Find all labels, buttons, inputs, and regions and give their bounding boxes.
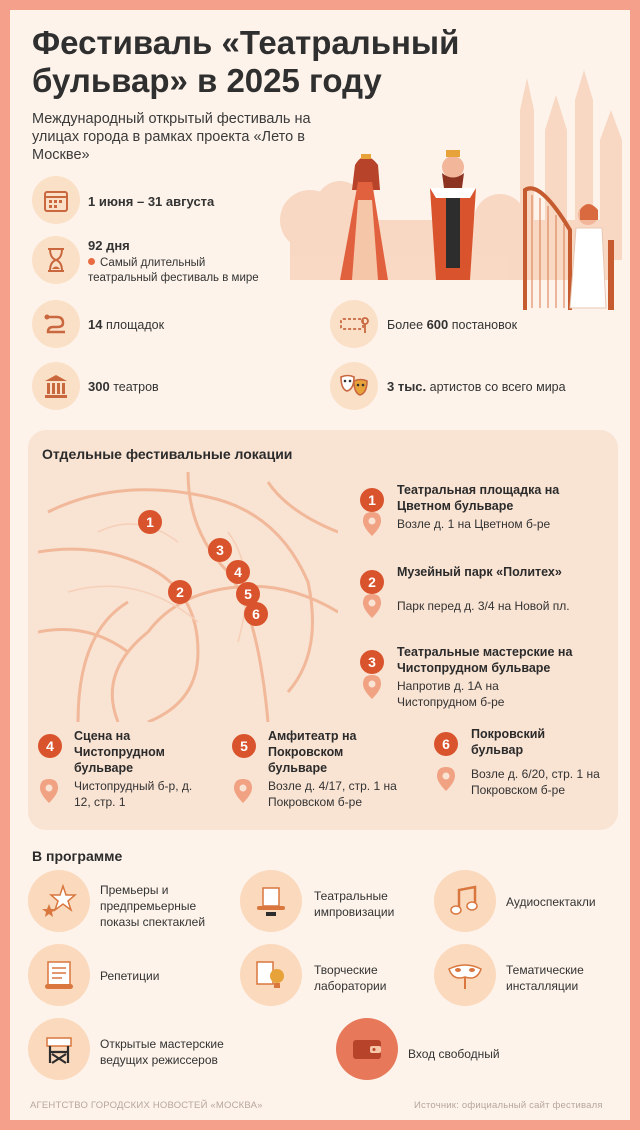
program-item-label: Тематические инсталляции (506, 963, 584, 993)
program-icon-circle (240, 944, 302, 1006)
theatre-illustration (270, 70, 630, 320)
location-title: Амфитеатр на Покровском бульваре (268, 729, 357, 775)
location-address: Парк перед д. 3/4 на Новой пл. (397, 599, 570, 613)
program-item-label: Творческие лаборатории (314, 963, 387, 993)
program-icon-circle (28, 1018, 90, 1080)
location-number: 1 (360, 488, 384, 512)
fact-venues: 14 площадок (88, 317, 165, 332)
program-icon-circle (434, 870, 496, 932)
page-title: Фестиваль «Театральный бульвар» в 2025 году (32, 24, 460, 99)
hourglass-icon-circle (32, 236, 80, 284)
locations-heading: Отдельные фестивальные локации (42, 446, 293, 462)
map-marker-3[interactable]: 3 (208, 538, 232, 562)
location-title: Театральная площадка на Цветном бульваре (397, 483, 560, 513)
map-marker-5[interactable]: 5 (236, 582, 260, 606)
location-pin-icon (38, 778, 60, 804)
hourglass-icon (45, 247, 67, 273)
fact-theatres: 300 театров (88, 379, 159, 394)
program-icon-circle (240, 870, 302, 932)
location-pin-icon (361, 674, 383, 700)
program-item-label: Вход свободный (408, 1047, 500, 1061)
location-title: Театральные мастерские на Чистопрудном бульваре (397, 645, 573, 675)
program-item-label: Репетиции (100, 969, 160, 983)
top-hat-icon (254, 884, 288, 918)
program-item-label: Театральные импровизации (314, 889, 395, 919)
fact-days-note: Самый длительный театральный фестиваль в мире (88, 257, 259, 284)
location-title: Музейный парк «Политех» (397, 565, 562, 579)
program-icon-circle (28, 944, 90, 1006)
fact-productions: Более 600 постановок (387, 317, 518, 332)
location-pin-icon (435, 766, 457, 792)
program-heading: В программе (32, 848, 123, 864)
theatre-masks-icon (339, 373, 369, 399)
map-marker-2[interactable]: 2 (168, 580, 192, 604)
page-subtitle: Международный открытый фестиваль на улицах города в рамках проекта «Лето в Москве» (32, 111, 311, 163)
script-scroll-icon (42, 958, 76, 992)
director-chair-icon (42, 1032, 76, 1066)
mask-icon (447, 959, 483, 991)
program-icon-circle (336, 1018, 398, 1080)
location-address: Чистопрудный б-р, д. 12, стр. 1 (74, 779, 193, 809)
fact-artists: 3 тыс. артистов со всего мира (387, 379, 566, 394)
king-figure (430, 150, 476, 280)
location-pin-icon (361, 511, 383, 537)
footer-agency: АГЕНТСТВО ГОРОДСКИХ НОВОСТЕЙ «МОСКВА» (30, 1100, 263, 1111)
location-address: Возле д. 6/20, стр. 1 на Покровском б-ре (471, 767, 600, 797)
location-address: Возле д. 1 на Цветном б-ре (397, 517, 551, 531)
music-note-icon (449, 884, 481, 918)
location-number: 4 (38, 734, 62, 758)
map-route-icon (43, 311, 69, 337)
calendar-icon-circle (32, 176, 80, 224)
map-marker-6[interactable]: 6 (244, 602, 268, 626)
location-address: Возле д. 4/17, стр. 1 на Покровском б-ре (268, 779, 397, 809)
program-icon-circle (434, 944, 496, 1006)
location-number: 6 (434, 732, 458, 756)
tickets-icon-circle (330, 300, 378, 348)
program-item-label: Открытые мастерские ведущих режиссеров (100, 1037, 224, 1067)
program-icon-circle (28, 870, 90, 932)
tickets-icon (339, 313, 369, 335)
map-marker-1[interactable]: 1 (138, 510, 162, 534)
location-title: Покровский бульвар (471, 727, 546, 757)
stars-icon (41, 884, 77, 918)
theatre-building-icon-circle (32, 362, 80, 410)
location-number: 3 (360, 650, 384, 674)
map-icon-circle (32, 300, 80, 348)
theatre-building-icon (43, 373, 69, 399)
location-number: 2 (360, 570, 384, 594)
wallet-icon (350, 1035, 384, 1063)
location-pin-icon (232, 778, 254, 804)
location-pin-icon (361, 593, 383, 619)
location-number: 5 (232, 734, 256, 758)
lightbulb-icon (254, 958, 288, 992)
program-item-label: Премьеры и предпремьерные показы спектаклей (100, 883, 206, 929)
calendar-icon (43, 187, 69, 213)
location-address: Напротив д. 1А на Чистопрудном б-ре (397, 679, 505, 709)
location-title: Сцена на Чистопрудном бульваре (74, 729, 165, 775)
program-item-label: Аудиоспектакли (506, 895, 596, 909)
footer-source: Источник: официальный сайт фестиваля (414, 1100, 603, 1111)
fact-days: 92 дня (88, 238, 130, 253)
bullet-dot (88, 258, 95, 265)
infographic (10, 10, 630, 1120)
fact-dates: 1 июня – 31 августа (88, 194, 215, 209)
masks-icon-circle (330, 362, 378, 410)
map-marker-4[interactable]: 4 (226, 560, 250, 584)
